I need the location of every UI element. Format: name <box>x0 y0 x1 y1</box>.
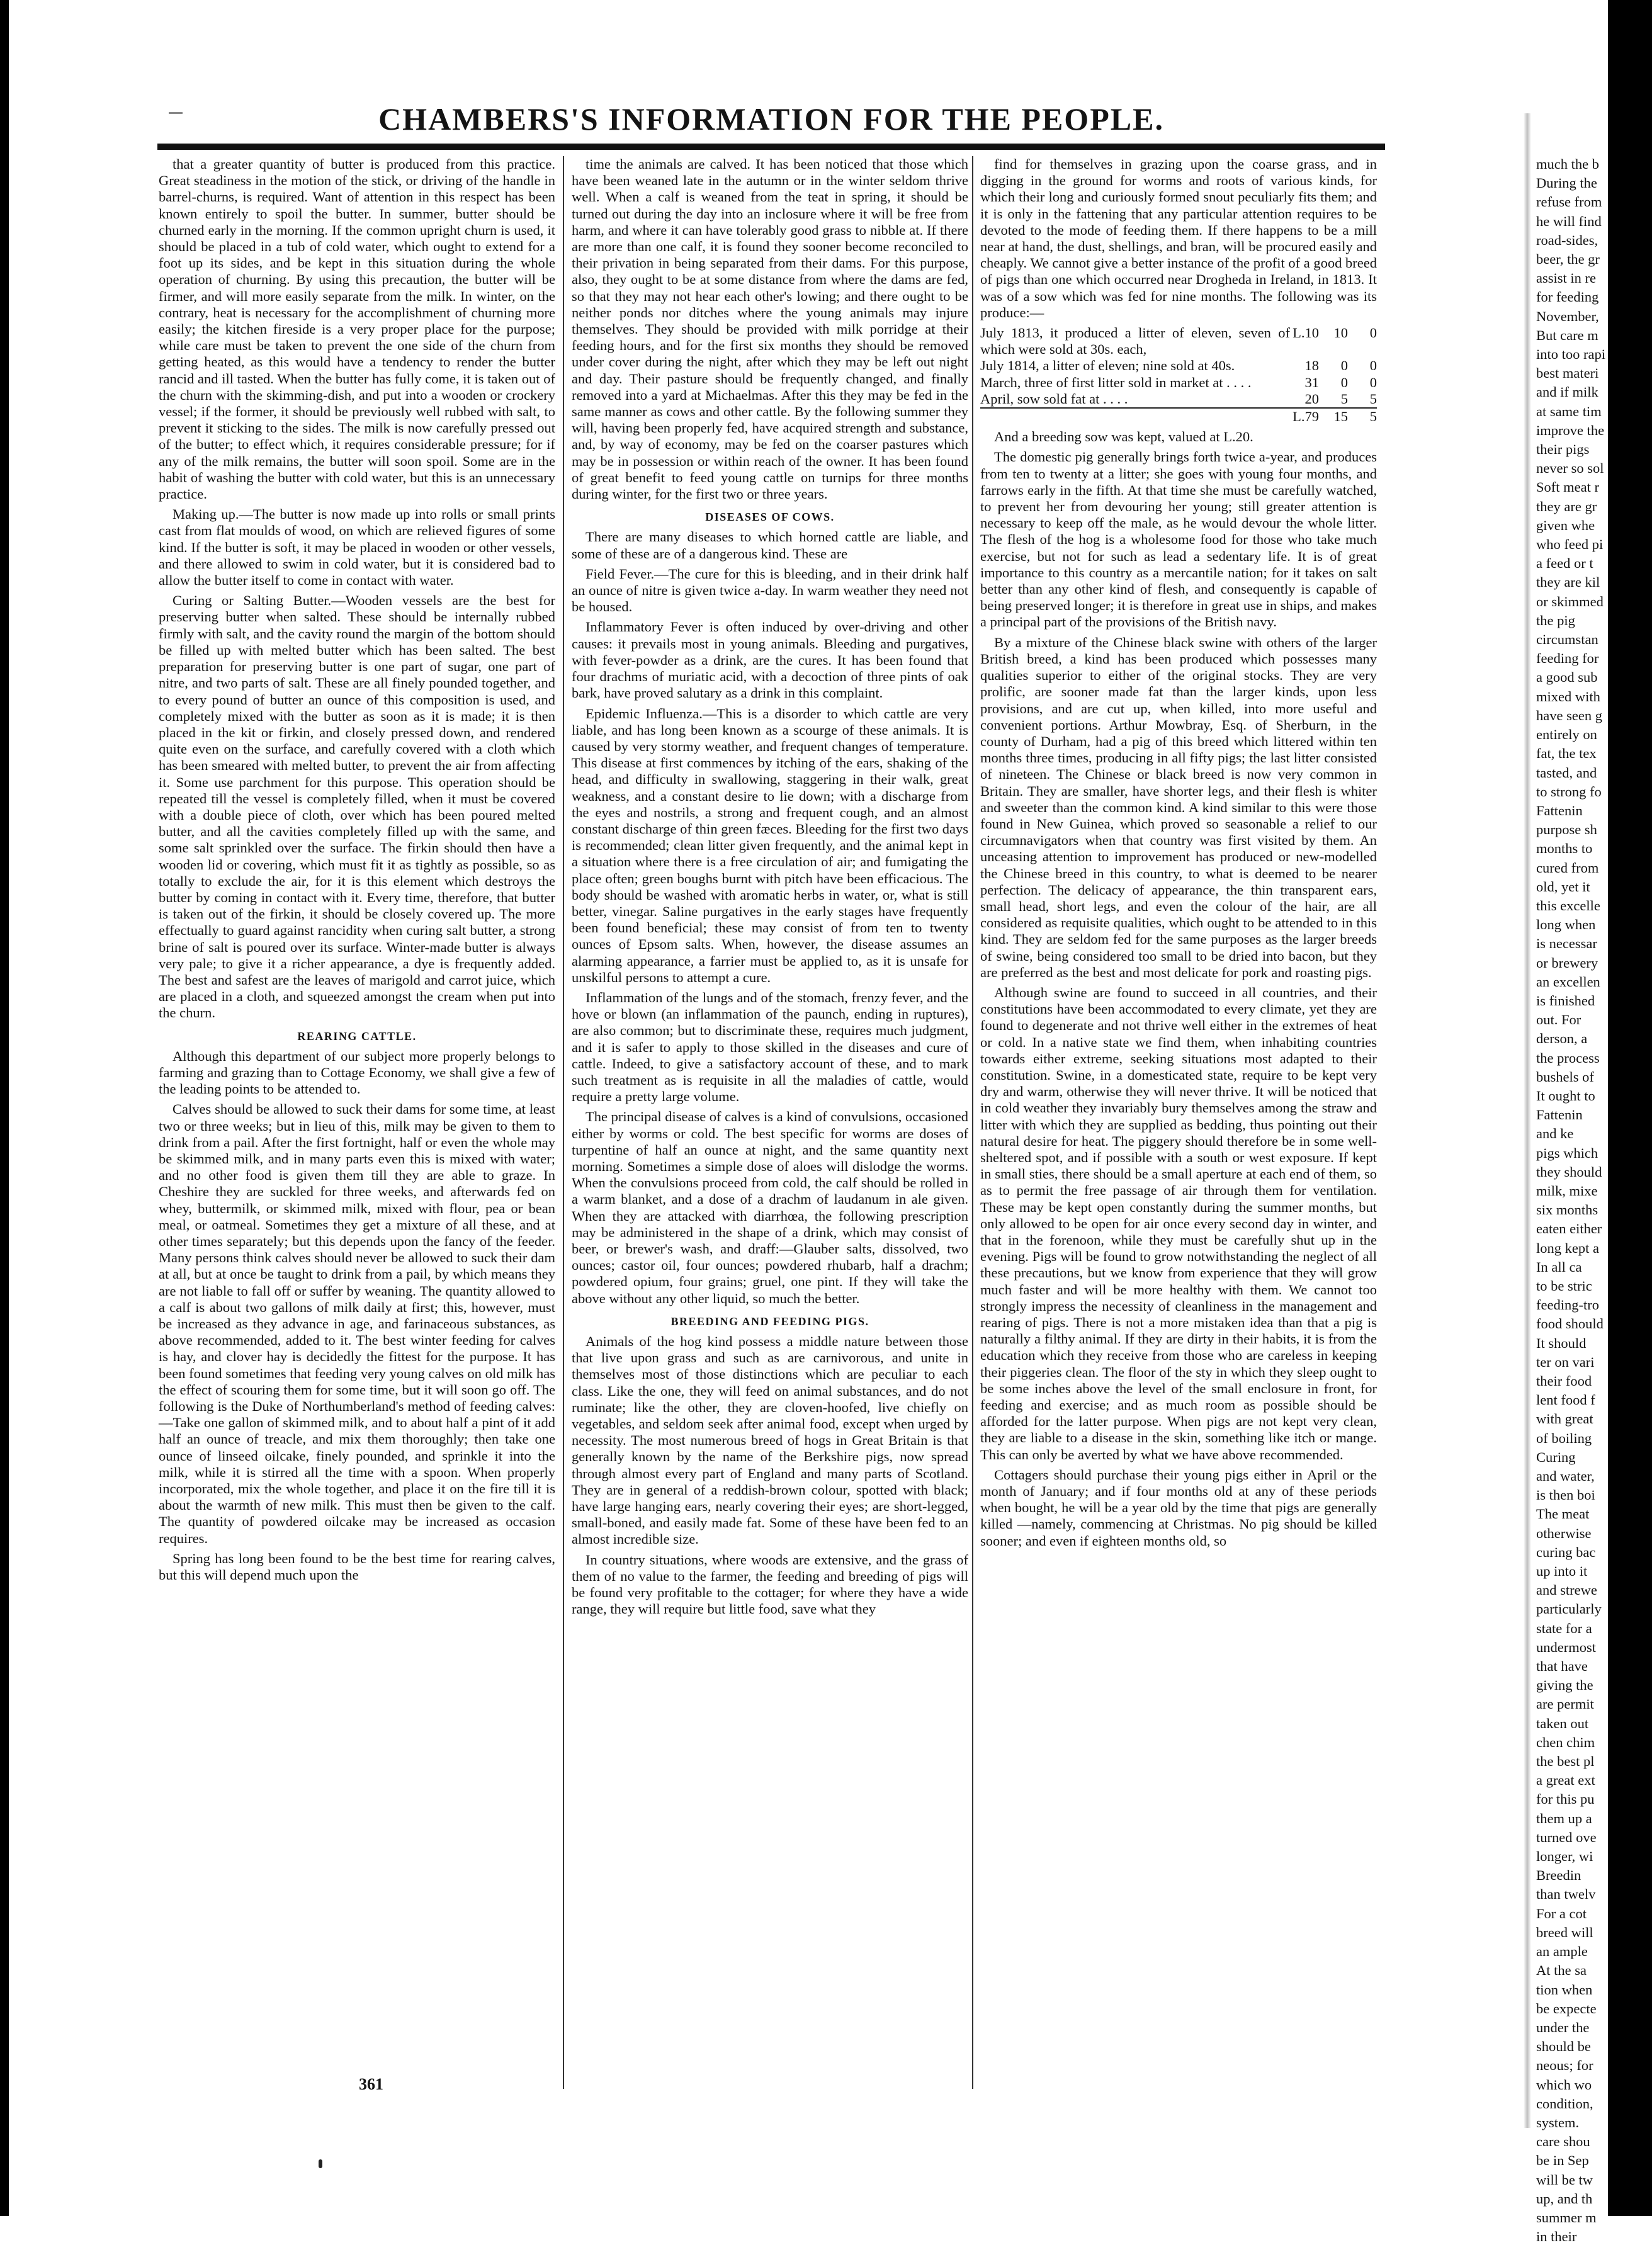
cropped-line: Fattenin <box>1536 1107 1583 1123</box>
cropped-line: than twelv <box>1536 1886 1596 1903</box>
table-cell: 15 <box>1319 408 1348 425</box>
table-total-row <box>980 408 1377 425</box>
cropped-line: at same tim <box>1536 403 1602 419</box>
cropped-line: turned ove <box>1536 1829 1597 1845</box>
table-row <box>980 391 1377 408</box>
paragraph: Inflammatory Fever is often induced by over-driving and other causes: it prevails most in young animals. Bleeding and purgatives, with fever-powder as a drink, are the cures. It has been found that four drachms of muriatic acid, with a decoction of three pints of oak bark, have proved salutary as a drink in this complaint. <box>572 619 968 701</box>
cropped-line: bushels of <box>1536 1068 1594 1085</box>
paragraph: There are many diseases to which horned cattle are liable, and some of these are of a dangerous kind. These are <box>572 529 968 562</box>
section-heading: BREEDING AND FEEDING PIGS. <box>670 1315 869 1328</box>
paragraph: By a mixture of the Chinese black swine with others of the larger British breed, a kind has been produced which possesses many qualities superior to either of the original stocks. They are very prolific, are sooner made fat than the larger kinds, upon less provisions, and are cut up, when killed, into more useful and convenient portions. Arthur Mowbray, Esq. of Sherburn, in the county of Durham, had a pig of this breed which littered within ten months three times, producing in all fifty pigs; the last litter consisted of nineteen. The Chinese or black breed is now very common in Britain. They are smaller, have shorter legs, and their flesh is whiter and sweeter than the common kind. A kind similar to this were those found in New Guinea, which proved so seasonable a relief to our circumnavigators when that country was first visited by them. An unceasing attention to improvement has produced or new-modelled the Chinese breed in this country, to what is deemed to be nearer perfection. The delicacy of appearance, the thin transparent ears, small head, short legs, and even the colour of the hair, are all considered as requisite qualities, which ought to be attended to in this kind. They are seldom fed for the same purposes as the larger breeds of swine, being considered too small to be dried into bacon, but they are preferred as the best and most delicate for pork and roasting pigs. <box>980 634 1377 980</box>
paragraph: Spring has long been found to be the best time for rearing calves, but this will depend much upon the <box>159 1550 555 1583</box>
cropped-line: In all ca <box>1536 1258 1582 1275</box>
cropped-line: be in Sep <box>1536 2152 1589 2169</box>
cropped-line: breed will <box>1536 1924 1593 1940</box>
cropped-line: this excelle <box>1536 897 1600 913</box>
cropped-line: their food <box>1536 1373 1592 1389</box>
paragraph: The domestic pig generally brings forth twice a-year, and produces from ten to twenty at a litter; she goes with young four months, and farrows early in the fifth. At that time she must be carefully watched, to prevent her from devouring her young; still greater attention is necessary to keep off the male, as he would devour the whole litter. The flesh of the hog is a wholesome food for those who take much exercise, but not for such as lead a sedentary life. It is of great importance to this country as a mercantile nation; for it takes on salt better than any other kind of flesh, and consequently is capable of being preserved longer; it is therefore in great use in ships, and makes a principal part of the provisions of the British navy. <box>980 449 1377 630</box>
cropped-line: up, and th <box>1536 2190 1593 2207</box>
cropped-line: taken out <box>1536 1715 1589 1731</box>
cropped-line: old, yet it <box>1536 878 1590 895</box>
cropped-line: mixed with <box>1536 688 1600 704</box>
cropped-line: an ample <box>1536 1943 1588 1960</box>
cropped-line: in their <box>1536 2229 1577 2245</box>
paragraph: And a breeding sow was kept, valued at L.20. <box>994 429 1253 445</box>
table-cell: 18 <box>1304 358 1319 374</box>
cropped-line: pigs which <box>1536 1145 1598 1161</box>
cropped-line: have seen g <box>1536 707 1602 723</box>
column-2 <box>572 156 968 2095</box>
column-4-cropped <box>1536 156 1649 2245</box>
cropped-line: system. <box>1536 2114 1580 2130</box>
cropped-line: is finished <box>1536 992 1595 1009</box>
cropped-line: giving the <box>1536 1677 1593 1694</box>
column-rule <box>563 156 564 2089</box>
cropped-line: with great <box>1536 1411 1593 1427</box>
cropped-line: lent food f <box>1536 1392 1595 1408</box>
cropped-line: fat, the tex <box>1536 745 1597 762</box>
table-cell: L.79 <box>1290 408 1319 425</box>
paragraph: Curing or Salting Butter.—Wooden vessels are the best for preserving butter when salted. These should be internally rubbed firmly with salt, and the cavity round the margin of the bottom should be filled up with melted butter which has been salted. The best preparation for preserving butter is one part of sugar, one part of nitre, and two parts of salt. These are all finely pounded together, and to every pound of butter an ounce of this composition is used, and completely mixed with the butter as soon as it is made; it is then placed in the kit or firkin, and closely pressed down, and rendered quite even on the surface, and carefully covered with a cloth which has been smeared with melted butter, to prevent the air from affecting it. Some use parchment for this purpose. This operation should be repeated till the vessel is completely filled, when it must be covered with a double piece of cloth, over which has been poured melted butter, and all the cavities completely filled up with the same, and some salt sprinkled over the surface. The firkin should then have a wooden lid or covering, which must fit it as tightly as possible, so as totally to exclude the air, for it is this element which destroys the butter by coming in contact with it. Every time, therefore, that butter is taken out of the firkin, it should be closely covered up. The more effectually to guard against rancidity when curing salt butter, a strong brine of salt is poured over its surface. Winter-made butter is always very pale; to give it a richer appearance, a dye is frequently added. The best and safest are the leaves of marigold and carrot juice, which are placed in a cloth, and squeezed amongst the cream when put into the churn. <box>159 592 555 1021</box>
table-cell: 0 <box>1340 358 1348 374</box>
table-cell: 10 <box>1333 325 1348 341</box>
cropped-line: The meat <box>1536 1506 1590 1522</box>
cropped-line: summer m <box>1536 2209 1597 2225</box>
cropped-line: given whe <box>1536 517 1595 533</box>
table-cell: 5 <box>1369 390 1377 407</box>
cropped-line: feeding for <box>1536 650 1599 667</box>
cropped-line: tion when <box>1536 1981 1593 1998</box>
cropped-line: they should <box>1536 1163 1602 1180</box>
cropped-line: to strong fo <box>1536 783 1602 800</box>
cropped-line: undermost <box>1536 1639 1596 1655</box>
cropped-line: During the <box>1536 175 1597 191</box>
cropped-line: condition, <box>1536 2095 1593 2112</box>
cropped-line: up into it <box>1536 1563 1588 1580</box>
cropped-line: and if milk <box>1536 384 1598 400</box>
cropped-line: improve the <box>1536 422 1605 438</box>
cropped-line: be expecte <box>1536 2000 1597 2016</box>
section-heading: DISEASES OF COWS. <box>705 511 835 524</box>
paragraph: find for themselves in grazing upon the coarse grass, and in digging in the ground for worms and roots of various kinds, for which their long and curiously formed snout peculiarly fits them; and it is only in the fattening that any particular attention requires to be devoted to the mode of feeding them. If there happens to be a mill near at hand, the dust, shellings, and bran, will be procured easily and cheaply. We cannot give a better instance of the profit of a good breed of pigs than one which occurred near Drogheda in Ireland, in 1813. It was of a sow which was fed for nine months. The following was its produce:— <box>980 156 1377 320</box>
cropped-line: they are kil <box>1536 574 1600 591</box>
cropped-line: an excellen <box>1536 973 1600 990</box>
paragraph: that a greater quantity of butter is produced from this practice. Great steadiness in the motion of the stick, or driving of the handle in barrel-churns, is required. Want of attention in this respect has been known entirely to spoil the butter. In summer, butter should be churned early in the morning. If the common upright churn is used, it should be placed in a tub of cold water, which ought to extend for a foot up its sides, and be kept in this situation during the whole operation of churning. By using this precaution, the butter will be firmer, and will more easily separate from the milk. In winter, on the contrary, heat is necessary for the accomplishment of churning more easily; the kitchen fireside is a very proper place for the purpose; while care must be taken to prevent the one side of the churn from getting heated, as this would have a tendency to render the butter rancid and ill tasted. When the butter has fully come, it is taken out of the churn with the skimming-dish, and put into a wooden or crockery vessel; if the former, it should be previously well rubbed with salt, to prevent it sticking to the sides. The milk is now carefully pressed out of the butter; to effect which, it requires considerable pressure; for if any of the milk remains, the butter will soon spoil. Some are in the habit of washing the butter with cold water, but this is an unnecessary practice. <box>159 156 555 502</box>
cropped-line: long when <box>1536 917 1596 933</box>
paragraph: Although this department of our subject more properly belongs to farming and grazing than to Cottage Economy, we shall give a few of the leading points to be attended to. <box>159 1048 555 1097</box>
cropped-line: out. For <box>1536 1012 1581 1028</box>
paragraph: Inflammation of the lungs and of the stomach, frenzy fever, and the hove or blown (an inflammation of the paunch, ending in ruptures), are also common; but to discriminate these, requires much judgment, and it is safer to apply to those skilled in the diseases and cure of cattle. Indeed, to give a satisfactory account of these, and to mark such treatment as is requisite in all the maladies of cattle, would require a pretty large volume. <box>572 989 968 1105</box>
paragraph: Epidemic Influenza.—This is a disorder to which cattle are very liable, and has long been known as a scourge of these animals. It is caused by very stormy weather, and frequent changes of temperature. This disease at first commences by itching of the ears, shaking of the head, and difficulty in swallowing, staggering in their walk, great weakness, and a constant desire to lie down; with a discharge from the eyes and nostrils, a strong and frequent cough, and an almost constant discharge of thin green fæces. Bleeding for the first two days is recommended; clean litter given frequently, and the animal kept in a situation where there is a free circulation of air; and fumigating the place often; green boughs burnt with pitch have been efficacious. The body should be washed with aromatic herbs in water, or, what is still better, vinegar. Saline purgatives in the early stages have frequently been found beneficial; these may consist of from ten to twenty ounces of Epsom salts. When, however, the disease assumes an alarming appearance, a farrier must be applied to, as it is unsafe for unskilful persons to attempt a cure. <box>572 705 968 985</box>
cropped-line: entirely on <box>1536 727 1597 743</box>
cropped-line: the process <box>1536 1049 1600 1066</box>
table-cell: 0 <box>1369 325 1377 341</box>
cropped-line: he will find <box>1536 213 1602 229</box>
cropped-line: and water, <box>1536 1468 1595 1484</box>
table-cell: 0 <box>1340 374 1348 390</box>
table-cell: April, sow sold fat at . . . . <box>980 390 1128 407</box>
cropped-line: which wo <box>1536 2076 1592 2093</box>
table-cell <box>980 408 1290 425</box>
cropped-line: are permit <box>1536 1696 1594 1712</box>
cropped-line: months to <box>1536 840 1593 857</box>
table-cell: 31 <box>1304 374 1319 390</box>
column-3 <box>980 156 1377 2101</box>
cropped-line: or brewery <box>1536 954 1598 971</box>
table-cell: L.10 <box>1293 325 1319 341</box>
paragraph: Field Fever.—The cure for this is bleeding, and in their drink half an ounce of nitre is given twice a-day. In warm weather they need not be housed. <box>572 565 968 615</box>
cropped-line: much the b <box>1536 156 1599 172</box>
cropped-line: ter on vari <box>1536 1354 1595 1370</box>
column-rule <box>972 156 973 2089</box>
cropped-line: longer, wi <box>1536 1848 1593 1865</box>
paragraph: Cottagers should purchase their young pigs either in April or the month of January; and if four months old at any of these periods when bought, he will be a year old by the time that pigs are generally killed —namely, commencing at Christmas. No pig should be killed sooner; and even if eighteen months old, so <box>980 1466 1377 1549</box>
cropped-line: they are gr <box>1536 498 1597 514</box>
cropped-line: food should <box>1536 1316 1604 1332</box>
table-cell: 0 <box>1369 358 1377 374</box>
table-row <box>980 375 1377 391</box>
table-cell: July 1813, it produced a litter of eleven, seven of which were sold at 30s. each, <box>980 325 1290 358</box>
cropped-line: For a cot <box>1536 1905 1587 1921</box>
header-rule <box>157 144 1385 150</box>
cropped-line: will be tw <box>1536 2171 1593 2188</box>
cropped-line: circumstan <box>1536 631 1598 648</box>
cropped-line: the pig <box>1536 612 1575 628</box>
cropped-line: purpose sh <box>1536 822 1597 838</box>
cropped-line: into too rapi <box>1536 346 1605 363</box>
page-number: 361 <box>359 2075 383 2093</box>
table-cell: 0 <box>1369 374 1377 390</box>
table-row <box>980 358 1377 374</box>
produce-table <box>980 325 1377 425</box>
cropped-line: their pigs <box>1536 441 1590 458</box>
cropped-line: At the sa <box>1536 1962 1587 1979</box>
cropped-line: November, <box>1536 308 1599 324</box>
table-cell: 20 <box>1304 390 1319 407</box>
paragraph: Making up.—The butter is now made up into rolls or small prints cast from flat moulds of wood, on which are relieved figures of some kind. If the butter is soft, it may be placed in wooden or other vessels, and there allowed to swim in cold water, but it is considered bad to allow the butter itself to come in contact with water. <box>159 506 555 589</box>
cropped-line: It should <box>1536 1335 1587 1351</box>
page-edge-left <box>0 0 9 2216</box>
cropped-line: or skimmed <box>1536 593 1604 609</box>
paragraph: time the animals are calved. It has been noticed that those which have been weaned late in the autumn or in the winter seldom thrive well. When a calf is weaned from the teat in spring, it should be turned out during the day into an inclosure where it will be free from harm, and where it can have tolerably good grass to nibble at. If there are more than one calf, it is found they sooner become reconciled to their privation in being separated from their dams. For this purpose, also, they ought to be at some distance from where the dams are fed, so that they may not hear each other's lowing; and there ought to be neither ponds nor ditches where the young animals may injure themselves. They should be provided with milk porridge at their feeding hours, and for the first six months they should be removed under cover during the night, after which they may be left out night and day. Their pasture should be frequently changed, and finally removed into a yard at Michaelmas. After this they may be fed in the same manner as cows and other cattle. By the following summer they will, having been properly fed, have acquired strength and substance, and, by way of economy, may be fed on the coarser pastures which may be in possession or within reach of the owner. It has been found of great benefit to feed young cattle on turnips for three months during winter, for the first two or three years. <box>572 156 968 502</box>
cropped-line: them up a <box>1536 1810 1592 1826</box>
cropped-line: assist in re <box>1536 270 1596 286</box>
table-cell: March, three of first litter sold in market at . . . . <box>980 374 1252 390</box>
cropped-line: care shou <box>1536 2134 1590 2150</box>
cropped-line: and strewe <box>1536 1582 1597 1598</box>
table-row <box>980 325 1377 358</box>
paragraph: The principal disease of calves is a kind of convulsions, occasioned either by worms or cold. The best specific for worms are doses of turpentine of half an ounce at night, and the same quantity next morning. Sometimes a simple dose of aloes will dislodge the worms. When the convulsions proceed from cold, the calf should be rolled in a warm blanket, and a dose of a drachm of laudanum in ale given. When they are attacked with diarrhœa, the following prescription may be administered in the shape of a drink, which may consist of beer, or brewer's wash, and draff:—Glauber salts, dissolved, two ounces; castor oil, four ounces; powdered rhubarb, half a drachm; powdered opium, four grains; gruel, one pint. If they will take the above without any other liquid, so much the better. <box>572 1109 968 1306</box>
table-cell: 5 <box>1340 390 1348 407</box>
running-title: CHAMBERS'S INFORMATION FOR THE PEOPLE. <box>378 101 1164 137</box>
cropped-line: to be stric <box>1536 1277 1592 1294</box>
cropped-line: under the <box>1536 2019 1590 2035</box>
table-cell: 5 <box>1348 408 1377 425</box>
binding-gutter <box>1524 113 1531 2128</box>
cropped-line: is necessar <box>1536 936 1597 952</box>
cropped-line: derson, a <box>1536 1031 1588 1047</box>
table-cell: July 1814, a litter of eleven; nine sold at 40s. <box>980 358 1235 374</box>
paragraph: Calves should be allowed to suck their dams for some time, at least two or three weeks; but in lieu of this, milk may be given to them to drink from a pail. After the first fortnight, half or even the whole may be skimmed milk, and in many parts even this is mixed with water; and no other food is given them till they are able to graze. In Cheshire they are suckled for three weeks, and afterwards fed on whey, buttermilk, or skimmed milk, mixed with flour, pea or bean meal, or oatmeal. Sometimes they get a mixture of all these, and at other times separately; but this depends upon the fancy of the feeder. Many persons think calves should never be allowed to suck their dam at all, but at once be taught to drink from a pail, by which means they are not liable to fall off or suffer by weaning. The quantity allowed to a calf is about two gallons of milk daily at first; this, however, must be increased as they advance in age, and farinaceous substances, as above recommended, added to it. The best winter feeding for calves is hay, and clover hay is decidedly the fittest for the purpose. It has been found sometimes that feeding very young calves on old milk has the effect of scouring them for some time, but it will soon go off. The following is the Duke of Northumberland's method of feeding calves:—Take one gallon of skimmed milk, and to about half a pint of it add half an ounce of treacle, and mix them thoroughly; then take one ounce of linseed oilcake, finely pounded, and sprinkle it into the milk, while it is stirred all the time with a spoon. When properly incorporated, mix the whole together, and place it on the fire till it is about the warmth of new milk. This must then be given to the calf. The quantity of powdered oilcake may be increased as occasion requires. <box>159 1101 555 1546</box>
cropped-line: chen chim <box>1536 1734 1595 1750</box>
cropped-line: long kept a <box>1536 1240 1599 1256</box>
cropped-line: never so sol <box>1536 460 1604 477</box>
paragraph: In country situations, where woods are extensive, and the grass of them of no value to the farmer, the feeding and breeding of pigs will be found very profitable to the cottager; for where they have a wide range, they will require but little food, save what they <box>572 1551 968 1617</box>
cropped-line: and ke <box>1536 1126 1574 1142</box>
cropped-line: state for a <box>1536 1620 1592 1636</box>
cropped-line: cured from <box>1536 859 1599 876</box>
column-1 <box>159 156 555 2076</box>
page-header <box>157 101 1385 137</box>
cropped-line: a good sub <box>1536 669 1598 686</box>
cropped-line: refuse from <box>1536 194 1602 210</box>
cropped-line: is then boi <box>1536 1487 1595 1503</box>
cropped-line: eaten either <box>1536 1221 1602 1237</box>
cropped-line: for this pu <box>1536 1791 1595 1807</box>
cropped-line: six months <box>1536 1202 1598 1218</box>
cropped-line: milk, mixe <box>1536 1182 1598 1199</box>
cropped-line: Curing <box>1536 1449 1576 1465</box>
section-heading: REARING CATTLE. <box>297 1029 417 1043</box>
cropped-line: road-sides, <box>1536 232 1598 248</box>
paragraph: Although swine are found to succeed in all countries, and their constitutions have been accommodated to every climate, yet they are found to degenerate and not thrive well either in the extremes of heat or cold. In a native state we find them, when inhabiting countries towards either extreme, seeking situations most adapted to their constitution. Swine, in a domesticated state, require to be kept very dry and warm, otherwise they will never thrive. It will be noticed that in cold weather they invariably bury themselves among the straw and litter with which they are supplied as bedding, thus pointing out their natural desire for heat. The piggery should therefore be in some well-sheltered spot, and if possible with a south or west exposure. If kept in small sties, there should be a small aperture at each end of them, so as to permit the free passage of air through them for ventilation. These may be kept open constantly during the summer months, but only allowed to be open for air once every second day in winter, and that in the forenoon, while they must be carefully shut up in the evening. Pigs will be found to grow notwithstanding the neglect of all these precautions, but we know from experience that they will grow much faster and will be more healthy with them. We cannot too strongly impress the necessity of cleanliness in the management and rearing of pigs. There is not a more mistaken idea than that a pig is naturally a filthy animal. If they are dirty in their habits, it is from the education which they receive from those who are careless in keeping their piggeries clean. The floor of the sty in which they sleep ought to be some inches above the level of the small enclosure in front, for feeding and exercise; and as much room as possible should be afforded for the latter purpose. When pigs are not kept very clean, they are liable to a disease in the skin, something like itch or mange. This can only be averted by what we have above recommended. <box>980 984 1377 1462</box>
cropped-line: best materi <box>1536 365 1599 382</box>
cropped-line: should be <box>1536 2039 1591 2055</box>
cropped-line: It ought to <box>1536 1087 1595 1104</box>
cropped-line: But care m <box>1536 327 1598 343</box>
cropped-line: particularly <box>1536 1601 1602 1617</box>
cropped-line: Breedin <box>1536 1867 1581 1884</box>
cropped-line: for feeding <box>1536 289 1599 305</box>
cropped-line: of boiling <box>1536 1430 1592 1446</box>
cropped-line: Soft meat r <box>1536 479 1599 495</box>
cropped-line: beer, the gr <box>1536 251 1600 268</box>
cropped-line: otherwise <box>1536 1525 1592 1541</box>
paragraph: Animals of the hog kind possess a middle nature between those that live upon grass and such as are carnivorous, and unite in themselves most of those distinctions which are peculiar to each class. Like the one, they will feed on animal substances, and do not ruminate; like the other, they are cloven-hoofed, live chiefly on vegetables, and seldom seek after animal food, except when urged by necessity. The most numerous breed of hogs in Great Britain is that generally known by the name of the Berkshire pigs, now spread through almost every part of England and many parts of Scotland. They are in general of a reddish-brown colour, spotted with black; have large hanging ears, nearly covering their eyes; are short-legged, small-boned, and easily made fat. Some of these have been fed to an almost incredible size. <box>572 1333 968 1547</box>
cropped-line: that have <box>1536 1658 1588 1675</box>
cropped-line: feeding-tro <box>1536 1297 1599 1313</box>
cropped-line: the best pl <box>1536 1753 1595 1770</box>
cropped-line: tasted, and <box>1536 764 1597 781</box>
cropped-line: neous; for <box>1536 2057 1593 2074</box>
ink-mark <box>319 2159 322 2168</box>
cropped-line: who feed pi <box>1536 536 1604 553</box>
cropped-line: a great ext <box>1536 1772 1595 1789</box>
cropped-line: a feed or t <box>1536 555 1593 572</box>
cropped-line: curing bac <box>1536 1544 1596 1560</box>
cropped-line: Fattenin <box>1536 802 1583 818</box>
